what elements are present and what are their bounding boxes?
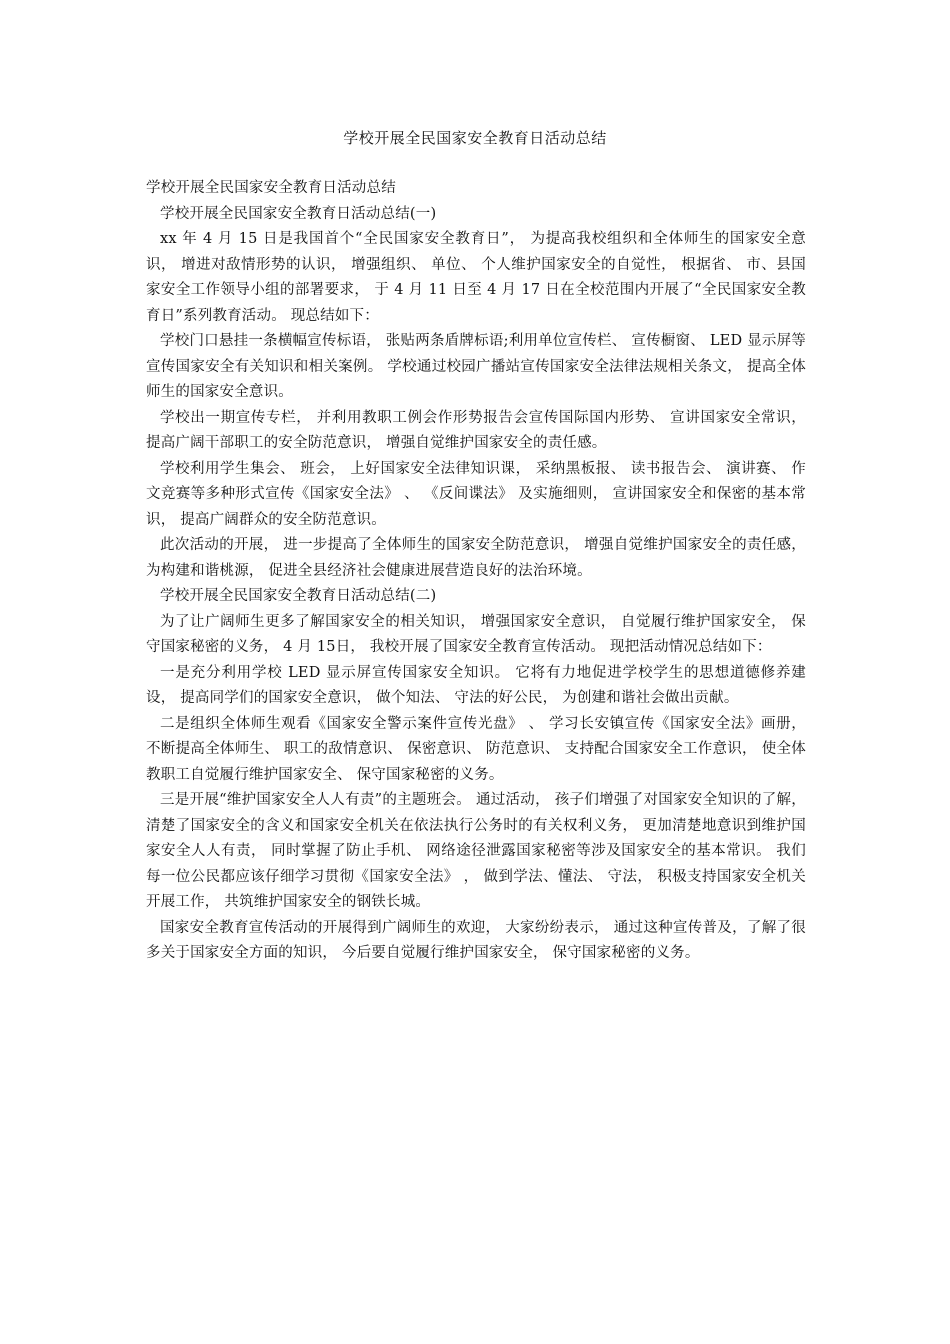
paragraph: xx 年 4 月 15 日是我国首个“全民国家安全教育日”， 为提高我校组织和全体师生的国家安全意识， 增进对敌情形势的认识， 增强组织、 单位、 个人维护国家安全的自觉性， 根据省、 市、县国家安全工作领导小组的部署要求， 于 4 月 11 日至 4 月 17 日在全校范围内开展了“全民国家安全教育日”系列教育活动。 现总结如下： bbox=[146, 231, 806, 324]
paragraph: 国家安全教育宣传活动的开展得到广阔师生的欢迎， 大家纷纷表示， 通过这种宣传普及，了解了很多关于国家安全方面的知识， 今后要自觉履行维护国家安全， 保守国家秘密的义务。 bbox=[146, 919, 806, 961]
paragraph: 为了让广阔师生更多了解国家安全的相关知识， 增强国家安全意识， 自觉履行维护国家安全， 保守国家秘密的义务， 4 月 15日， 我校开展了国家安全教育宣传活动。 现把活动情况总结如下： bbox=[146, 613, 806, 655]
paragraph: 一是充分利用学校 LED 显示屏宣传国家安全知识。 它将有力地促进学校学生的思想道德修养建设， 提高同学们的国家安全意识， 做个知法、 守法的好公民， 为创建和谐社会做出贡献。 bbox=[146, 664, 806, 706]
paragraph: 二是组织全体师生观看《国家安全警示案件宣传光盘》 、 学习长安镇宣传《国家安全法》画册， 不断提高全体师生、 职工的敌情意识、 保密意识、 防范意识、 支持配合国家安全工作意识， 使全体教职工自觉履行维护国家安全、 保守国家秘密的义务。 bbox=[146, 715, 806, 783]
paragraph: 学校利用学生集会、 班会， 上好国家安全法律知识课， 采纳黑板报、 读书报告会、 演讲赛、 作文竞赛等多种形式宣传《国家安全法》 、 《反间谍法》 及实施细则， 宣讲国家安全和保密的基本常识， 提高广阔群众的安全防范意识。 bbox=[146, 460, 806, 528]
paragraph: 此次活动的开展， 进一步提高了全体师生的国家安全防范意识， 增强自觉维护国家安全的责任感， 为构建和谐桃源， 促进全县经济社会健康进展营造良好的法治环境。 bbox=[146, 537, 806, 579]
paragraph: 学校门口悬挂一条横幅宣传标语， 张贴两条盾牌标语;利用单位宣传栏、 宣传橱窗、 LED 显示屏等宣传国家安全有关知识和相关案例。 学校通过校园广播站宣传国家安全法律法规相关条文， 提高全体师生的国家安全意识。 bbox=[146, 333, 806, 400]
section-heading-1: 学校开展全民国家安全教育日活动总结(一) bbox=[160, 205, 437, 222]
section-heading-2: 学校开展全民国家安全教育日活动总结(二) bbox=[160, 588, 437, 604]
paragraph: 三是开展“维护国家安全人人有责”的主题班会。 通过活动， 孩子们增强了对国家安全知识的了解， 清楚了国家安全的含义和国家安全机关在依法执行公务时的有关权利义务， 更加清楚地意识到维护国家安全人人有责， 同时掌握了防止手机、 网络途径泄露国家秘密等涉及国家安全的基本常识。 我们每一位公民都应该仔细学习贯彻《国家安全法》 ， 做到学法、懂法、 守法， 积极支持国家安全机关开展工作， 共筑维护国家安全的钢铁长城。 bbox=[146, 792, 806, 910]
document-body bbox=[146, 176, 806, 967]
document-title: 学校开展全民国家安全教育日活动总结 bbox=[343, 129, 607, 147]
paragraph-heading: 学校开展全民国家安全教育日活动总结 bbox=[146, 180, 396, 196]
paragraph: 学校出一期宣传专栏， 并利用教职工例会作形势报告会宣传国际国内形势、 宣讲国家安全常识， 提高广阔干部职工的安全防范意识， 增强自觉维护国家安全的责任感。 bbox=[146, 409, 806, 451]
